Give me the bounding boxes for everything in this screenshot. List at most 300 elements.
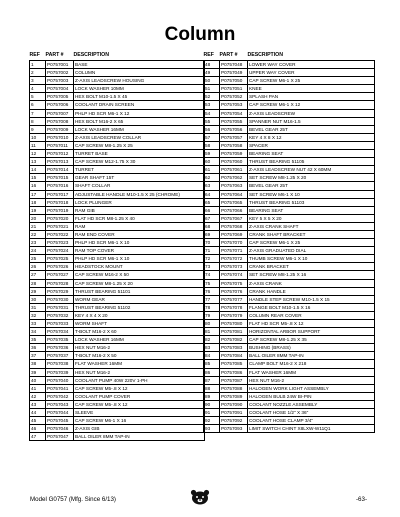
table-header-row bbox=[30, 52, 205, 61]
part-number-cell: P0757006 bbox=[46, 101, 74, 109]
part-number-cell: P0757072 bbox=[220, 255, 248, 263]
description-cell: BUSHING (BRASS) bbox=[248, 344, 375, 352]
table-row bbox=[30, 352, 205, 360]
description-cell: COOLANT DRAIN SCREEN bbox=[74, 101, 205, 109]
ref-cell: 50 bbox=[204, 77, 220, 85]
ref-cell: 8 bbox=[30, 117, 46, 125]
description-cell: LOCK PLUNGER bbox=[74, 198, 205, 206]
table-row bbox=[204, 198, 375, 206]
part-number-cell: P0757064 bbox=[220, 190, 248, 198]
table-row bbox=[204, 85, 375, 93]
part-number-cell: P0757065 bbox=[220, 198, 248, 206]
part-number-cell: P0757002 bbox=[46, 69, 74, 77]
ref-cell: 6 bbox=[30, 101, 46, 109]
table-row bbox=[30, 279, 205, 287]
ref-cell: 82 bbox=[204, 336, 220, 344]
ref-cell: 45 bbox=[30, 417, 46, 425]
table-row bbox=[30, 417, 205, 425]
part-number-cell: P0757060 bbox=[220, 158, 248, 166]
ref-cell: 36 bbox=[30, 344, 46, 352]
parts-table-right bbox=[203, 52, 375, 433]
ref-cell: 25 bbox=[30, 255, 46, 263]
part-number-cell: P0757017 bbox=[46, 190, 74, 198]
table-header-row bbox=[204, 52, 375, 61]
table-row bbox=[30, 392, 205, 400]
header-description: DESCRIPTION bbox=[247, 52, 283, 58]
description-cell: THRUST BEARING 51101 bbox=[74, 287, 205, 295]
ref-cell: 63 bbox=[204, 182, 220, 190]
table-row bbox=[204, 206, 375, 214]
ref-cell: 19 bbox=[30, 206, 46, 214]
description-cell: KEY 5 X 5 X 20 bbox=[248, 214, 375, 222]
table-row bbox=[204, 344, 375, 352]
ref-cell: 64 bbox=[204, 190, 220, 198]
part-number-cell: P0757010 bbox=[46, 133, 74, 141]
description-cell: HEX BOLT M10-1.5 X 45 bbox=[74, 93, 205, 101]
description-cell: THRUST BEARING 51105 bbox=[248, 158, 375, 166]
part-number-cell: P0757022 bbox=[46, 230, 74, 238]
ref-cell: 85 bbox=[204, 360, 220, 368]
table-row bbox=[30, 400, 205, 408]
part-number-cell: P0757007 bbox=[46, 109, 74, 117]
ref-cell: 72 bbox=[204, 255, 220, 263]
description-cell: Z-AXIS LEADSCREW COLLAR bbox=[74, 133, 205, 141]
table-row bbox=[204, 376, 375, 384]
part-number-cell: P0757046 bbox=[46, 425, 74, 433]
description-cell: FLAT WASHER 16MM bbox=[248, 368, 375, 376]
description-cell: LIMIT SWITCH CHINT X8LXW-W11Q1 bbox=[248, 425, 375, 433]
table-row bbox=[30, 182, 205, 190]
table-row bbox=[30, 287, 205, 295]
description-cell: FLANGE BOLT M10-1.5 X 16 bbox=[248, 303, 375, 311]
ref-cell: 26 bbox=[30, 263, 46, 271]
table-row bbox=[204, 69, 375, 77]
description-cell: CAP SCREW M16-2 X 50 bbox=[74, 271, 205, 279]
description-cell: CAP SCREW M5-.8 X 12 bbox=[74, 384, 205, 392]
table-row bbox=[204, 150, 375, 158]
part-number-cell: P0757033 bbox=[46, 320, 74, 328]
table-row bbox=[204, 279, 375, 287]
ref-cell: 55 bbox=[204, 117, 220, 125]
table-row bbox=[30, 230, 205, 238]
table-row bbox=[204, 239, 375, 247]
table-row bbox=[204, 141, 375, 149]
bear-logo-icon bbox=[190, 489, 210, 505]
table-row bbox=[204, 352, 375, 360]
table-row bbox=[30, 150, 205, 158]
ref-cell: 53 bbox=[204, 101, 220, 109]
parts-table-left bbox=[29, 52, 205, 441]
description-cell: THUMB SCREW M6-1 X 10 bbox=[248, 255, 375, 263]
table-row bbox=[204, 93, 375, 101]
description-cell: PHLP HD SCR M6-1 X 10 bbox=[74, 239, 205, 247]
description-cell: COOLANT NOZZLE ASSEMBLY bbox=[248, 400, 375, 408]
description-cell: SHAFT COLLAR bbox=[74, 182, 205, 190]
table-row bbox=[204, 392, 375, 400]
table-row bbox=[30, 384, 205, 392]
description-cell: CAP SCREW M8-1.25 X 35 bbox=[248, 336, 375, 344]
table-row bbox=[204, 400, 375, 408]
part-number-cell: P0757061 bbox=[220, 166, 248, 174]
description-cell: CRANK BRACKET bbox=[248, 263, 375, 271]
description-cell: BALL OILER 8MM TAP-IN bbox=[74, 433, 205, 441]
part-number-cell: P0757062 bbox=[220, 174, 248, 182]
ref-cell: 61 bbox=[204, 166, 220, 174]
part-number-cell: P0757054 bbox=[220, 109, 248, 117]
ref-cell: 75 bbox=[204, 279, 220, 287]
part-number-cell: P0757068 bbox=[220, 222, 248, 230]
ref-cell: 43 bbox=[30, 400, 46, 408]
table-row bbox=[204, 328, 375, 336]
ref-cell: 35 bbox=[30, 336, 46, 344]
ref-cell: 1 bbox=[30, 61, 46, 69]
part-number-cell: P0757016 bbox=[46, 182, 74, 190]
table-row bbox=[30, 376, 205, 384]
table-row bbox=[30, 271, 205, 279]
description-cell: KEY 4 X 4 X 20 bbox=[74, 311, 205, 319]
table-row bbox=[30, 174, 205, 182]
table-row bbox=[204, 425, 375, 433]
part-number-cell: P0757066 bbox=[220, 206, 248, 214]
ref-cell: 14 bbox=[30, 166, 46, 174]
page-title: Column bbox=[164, 24, 236, 45]
part-number-cell: P0757067 bbox=[220, 214, 248, 222]
model-label: Model G0757 (Mfg. Since 6/13) bbox=[30, 496, 116, 503]
table-row bbox=[30, 409, 205, 417]
table-row bbox=[30, 263, 205, 271]
part-number-cell: P0757074 bbox=[220, 271, 248, 279]
part-number-cell: P0757039 bbox=[46, 368, 74, 376]
ref-cell: 22 bbox=[30, 230, 46, 238]
part-number-cell: P0757093 bbox=[220, 425, 248, 433]
ref-cell: 56 bbox=[204, 125, 220, 133]
table-row bbox=[204, 263, 375, 271]
description-cell: WORM GEAR bbox=[74, 295, 205, 303]
ref-cell: 27 bbox=[30, 271, 46, 279]
part-number-cell: P0757082 bbox=[220, 336, 248, 344]
description-cell: CAP SCREW M8-1.25 X 20 bbox=[74, 279, 205, 287]
description-cell: ADJUSTABLE HANDLE M10-1.5 X 25 (CHROME) bbox=[74, 190, 205, 198]
part-number-cell: P0757045 bbox=[46, 417, 74, 425]
description-cell: FLAT HD SCR M8-1.25 X 40 bbox=[74, 214, 205, 222]
part-number-cell: P0757049 bbox=[220, 69, 248, 77]
ref-cell: 48 bbox=[204, 61, 220, 69]
description-cell: LOWER WAY COVER bbox=[248, 61, 375, 69]
description-cell: KEY 4 X 8 X 12 bbox=[248, 133, 375, 141]
description-cell: THRUST BEARING 51102 bbox=[74, 303, 205, 311]
part-number-cell: P0757009 bbox=[46, 125, 74, 133]
part-number-cell: P0757024 bbox=[46, 247, 74, 255]
table-row bbox=[204, 409, 375, 417]
description-cell: Z-AXIS GIB bbox=[74, 425, 205, 433]
ref-cell: 76 bbox=[204, 287, 220, 295]
part-number-cell: P0757050 bbox=[220, 77, 248, 85]
table-row bbox=[204, 61, 375, 69]
ref-cell: 68 bbox=[204, 222, 220, 230]
table-row bbox=[204, 247, 375, 255]
part-number-cell: P0757088 bbox=[220, 384, 248, 392]
ref-cell: 47 bbox=[30, 433, 46, 441]
ref-cell: 37 bbox=[30, 352, 46, 360]
table-row bbox=[30, 255, 205, 263]
ref-cell: 23 bbox=[30, 239, 46, 247]
part-number-cell: P0757038 bbox=[46, 360, 74, 368]
description-cell: LOCK WASHER 10MM bbox=[74, 85, 205, 93]
table-row bbox=[204, 222, 375, 230]
part-number-cell: P0757032 bbox=[46, 311, 74, 319]
ref-cell: 44 bbox=[30, 409, 46, 417]
description-cell: WORM SHAFT bbox=[74, 320, 205, 328]
part-number-cell: P0757027 bbox=[46, 271, 74, 279]
part-number-cell: P0757042 bbox=[46, 392, 74, 400]
part-number-cell: P0757057 bbox=[220, 133, 248, 141]
table-row bbox=[204, 109, 375, 117]
table-row bbox=[30, 93, 205, 101]
table-row bbox=[30, 425, 205, 433]
part-number-cell: P0757003 bbox=[46, 77, 74, 85]
ref-cell: 83 bbox=[204, 344, 220, 352]
ref-cell: 54 bbox=[204, 109, 220, 117]
part-number-cell: P0757021 bbox=[46, 222, 74, 230]
table-row bbox=[204, 230, 375, 238]
table-row bbox=[204, 311, 375, 319]
description-cell: BASE bbox=[74, 61, 205, 69]
description-cell: COLUMN REAR COVER bbox=[248, 311, 375, 319]
table-row bbox=[30, 222, 205, 230]
description-cell: SLEEVE bbox=[74, 409, 205, 417]
table-row bbox=[204, 295, 375, 303]
ref-cell: 60 bbox=[204, 158, 220, 166]
description-cell: LOCK WASHER 16MM bbox=[74, 336, 205, 344]
part-number-cell: P0757047 bbox=[46, 433, 74, 441]
ref-cell: 15 bbox=[30, 174, 46, 182]
table-row bbox=[204, 182, 375, 190]
description-cell: Z-AXIS CRANK bbox=[248, 279, 375, 287]
ref-cell: 5 bbox=[30, 93, 46, 101]
table-row bbox=[30, 336, 205, 344]
table-row bbox=[204, 287, 375, 295]
table-row bbox=[30, 158, 205, 166]
description-cell: T-BOLT M16-2 X 60 bbox=[74, 328, 205, 336]
part-number-cell: P0757044 bbox=[46, 409, 74, 417]
description-cell: FLAT HD SCR M5-.8 X 12 bbox=[248, 320, 375, 328]
table-row bbox=[30, 198, 205, 206]
description-cell: CLAMP BOLT M16-2 X 218 bbox=[248, 360, 375, 368]
table-row bbox=[204, 158, 375, 166]
table-row bbox=[30, 433, 205, 441]
ref-cell: 71 bbox=[204, 247, 220, 255]
part-number-cell: P0757031 bbox=[46, 303, 74, 311]
ref-cell: 10 bbox=[30, 133, 46, 141]
part-number-cell: P0757029 bbox=[46, 287, 74, 295]
ref-cell: 91 bbox=[204, 409, 220, 417]
description-cell: HEX BOLT M16-2 X 65 bbox=[74, 117, 205, 125]
table-row bbox=[30, 77, 205, 85]
description-cell: Z-AXIS CRANK SHAFT bbox=[248, 222, 375, 230]
part-number-cell: P0757091 bbox=[220, 409, 248, 417]
description-cell: CAP SCREW M6-1 X 12 bbox=[248, 101, 375, 109]
part-number-cell: P0757090 bbox=[220, 400, 248, 408]
ref-cell: 89 bbox=[204, 392, 220, 400]
description-cell: BEVEL GEAR 25T bbox=[248, 125, 375, 133]
ref-cell: 49 bbox=[204, 69, 220, 77]
ref-cell: 18 bbox=[30, 198, 46, 206]
table-row bbox=[204, 133, 375, 141]
description-cell: UPPER WAY COVER bbox=[248, 69, 375, 77]
table-row bbox=[30, 311, 205, 319]
table-row bbox=[30, 141, 205, 149]
part-number-cell: P0757089 bbox=[220, 392, 248, 400]
description-cell: PHLP HD SCR M6-1 X 10 bbox=[74, 255, 205, 263]
ref-cell: 2 bbox=[30, 69, 46, 77]
description-cell: COOLANT PUMP 40W 220V 1-PH bbox=[74, 376, 205, 384]
table-row bbox=[30, 320, 205, 328]
part-number-cell: P0757075 bbox=[220, 279, 248, 287]
table-row bbox=[204, 417, 375, 425]
ref-cell: 9 bbox=[30, 125, 46, 133]
ref-cell: 13 bbox=[30, 158, 46, 166]
table-row bbox=[204, 360, 375, 368]
table-row bbox=[204, 174, 375, 182]
part-number-cell: P0757071 bbox=[220, 247, 248, 255]
table-row bbox=[30, 109, 205, 117]
table-row bbox=[30, 295, 205, 303]
ref-cell: 4 bbox=[30, 85, 46, 93]
ref-cell: 40 bbox=[30, 376, 46, 384]
ref-cell: 34 bbox=[30, 328, 46, 336]
table-row bbox=[30, 85, 205, 93]
ref-cell: 67 bbox=[204, 214, 220, 222]
ref-cell: 29 bbox=[30, 287, 46, 295]
table-row bbox=[30, 360, 205, 368]
ref-cell: 32 bbox=[30, 311, 46, 319]
part-number-cell: P0757030 bbox=[46, 295, 74, 303]
ref-cell: 57 bbox=[204, 133, 220, 141]
ref-cell: 59 bbox=[204, 150, 220, 158]
table-row bbox=[30, 303, 205, 311]
ref-cell: 87 bbox=[204, 376, 220, 384]
ref-cell: 74 bbox=[204, 271, 220, 279]
part-number-cell: P0757005 bbox=[46, 93, 74, 101]
part-number-cell: P0757063 bbox=[220, 182, 248, 190]
description-cell: TURRET BASE bbox=[74, 150, 205, 158]
description-cell: COOLANT HOSE 1/2" X 36" bbox=[248, 409, 375, 417]
part-number-cell: P0757008 bbox=[46, 117, 74, 125]
ref-cell: 51 bbox=[204, 85, 220, 93]
table-row bbox=[30, 190, 205, 198]
page-number: -63- bbox=[356, 496, 368, 503]
part-number-cell: P0757015 bbox=[46, 174, 74, 182]
part-number-cell: P0757025 bbox=[46, 255, 74, 263]
ref-cell: 31 bbox=[30, 303, 46, 311]
ref-cell: 65 bbox=[204, 198, 220, 206]
table-row bbox=[30, 133, 205, 141]
description-cell: CRANK SHAFT BRACKET bbox=[248, 230, 375, 238]
part-number-cell: P0757014 bbox=[46, 166, 74, 174]
ref-cell: 16 bbox=[30, 182, 46, 190]
part-number-cell: P0757073 bbox=[220, 263, 248, 271]
description-cell: SPANNER NUT M16-1.5 bbox=[248, 117, 375, 125]
description-cell: SET SCREW M6-1 X 10 bbox=[248, 190, 375, 198]
description-cell: RAM GIB bbox=[74, 206, 205, 214]
ref-cell: 81 bbox=[204, 328, 220, 336]
description-cell: HALOGEN BULB 24W BI-PIN bbox=[248, 392, 375, 400]
part-number-cell: P0757081 bbox=[220, 328, 248, 336]
ref-cell: 66 bbox=[204, 206, 220, 214]
part-number-cell: P0757055 bbox=[220, 117, 248, 125]
ref-cell: 46 bbox=[30, 425, 46, 433]
table-row bbox=[30, 101, 205, 109]
ref-cell: 3 bbox=[30, 77, 46, 85]
part-number-cell: P0757086 bbox=[220, 368, 248, 376]
description-cell: THRUST BEARING 51103 bbox=[248, 198, 375, 206]
part-number-cell: P0757037 bbox=[46, 352, 74, 360]
description-cell: COLUMN bbox=[74, 69, 205, 77]
part-number-cell: P0757028 bbox=[46, 279, 74, 287]
description-cell: HEX NUT M16-2 bbox=[248, 376, 375, 384]
description-cell: CAP SCREW M6-1 X 25 bbox=[248, 77, 375, 85]
part-number-cell: P0757035 bbox=[46, 336, 74, 344]
description-cell: COOLANT HOSE CLAMP 3/4" bbox=[248, 417, 375, 425]
ref-cell: 90 bbox=[204, 400, 220, 408]
description-cell: BALL OILER 8MM TAP-IN bbox=[248, 352, 375, 360]
part-number-cell: P0757059 bbox=[220, 150, 248, 158]
table-row bbox=[30, 166, 205, 174]
ref-cell: 73 bbox=[204, 263, 220, 271]
description-cell: Z-AXIS LEADSCREW HOUSING bbox=[74, 77, 205, 85]
ref-cell: 17 bbox=[30, 190, 46, 198]
ref-cell: 12 bbox=[30, 150, 46, 158]
ref-cell: 77 bbox=[204, 295, 220, 303]
ref-cell: 11 bbox=[30, 141, 46, 149]
header-ref: REF bbox=[29, 52, 40, 58]
description-cell: BEARING SEAT bbox=[248, 206, 375, 214]
description-cell: CAP SCREW M6-1 X 25 bbox=[248, 239, 375, 247]
ref-cell: 7 bbox=[30, 109, 46, 117]
description-cell: HEX NUT M16-2 bbox=[74, 368, 205, 376]
part-number-cell: P0757070 bbox=[220, 239, 248, 247]
part-number-cell: P0757004 bbox=[46, 85, 74, 93]
description-cell: HANDLE STEP SCREW M10-1.5 X 15 bbox=[248, 295, 375, 303]
part-number-cell: P0757023 bbox=[46, 239, 74, 247]
part-number-cell: P0757083 bbox=[220, 344, 248, 352]
description-cell: CAP SCREW M5-.8 X 12 bbox=[74, 400, 205, 408]
ref-cell: 20 bbox=[30, 214, 46, 222]
ref-cell: 38 bbox=[30, 360, 46, 368]
table-row bbox=[30, 247, 205, 255]
part-number-cell: P0757048 bbox=[220, 61, 248, 69]
part-number-cell: P0757092 bbox=[220, 417, 248, 425]
part-number-cell: P0757056 bbox=[220, 125, 248, 133]
part-number-cell: P0757080 bbox=[220, 320, 248, 328]
description-cell: SET SCREW M8-1.25 X 16 bbox=[248, 271, 375, 279]
table-row bbox=[204, 368, 375, 376]
part-number-cell: P0757052 bbox=[220, 93, 248, 101]
table-row bbox=[30, 61, 205, 69]
table-row bbox=[204, 166, 375, 174]
part-number-cell: P0757019 bbox=[46, 206, 74, 214]
description-cell: Z-AXIS GRADUATED DIAL bbox=[248, 247, 375, 255]
part-number-cell: P0757011 bbox=[46, 141, 74, 149]
description-cell: T-BOLT M16-2 X 50 bbox=[74, 352, 205, 360]
part-number-cell: P0757077 bbox=[220, 295, 248, 303]
table-row bbox=[30, 328, 205, 336]
table-row bbox=[204, 336, 375, 344]
part-number-cell: P0757001 bbox=[46, 61, 74, 69]
table-row bbox=[30, 344, 205, 352]
description-cell: SET SCREW M8-1.25 X 20 bbox=[248, 174, 375, 182]
part-number-cell: P0757020 bbox=[46, 214, 74, 222]
